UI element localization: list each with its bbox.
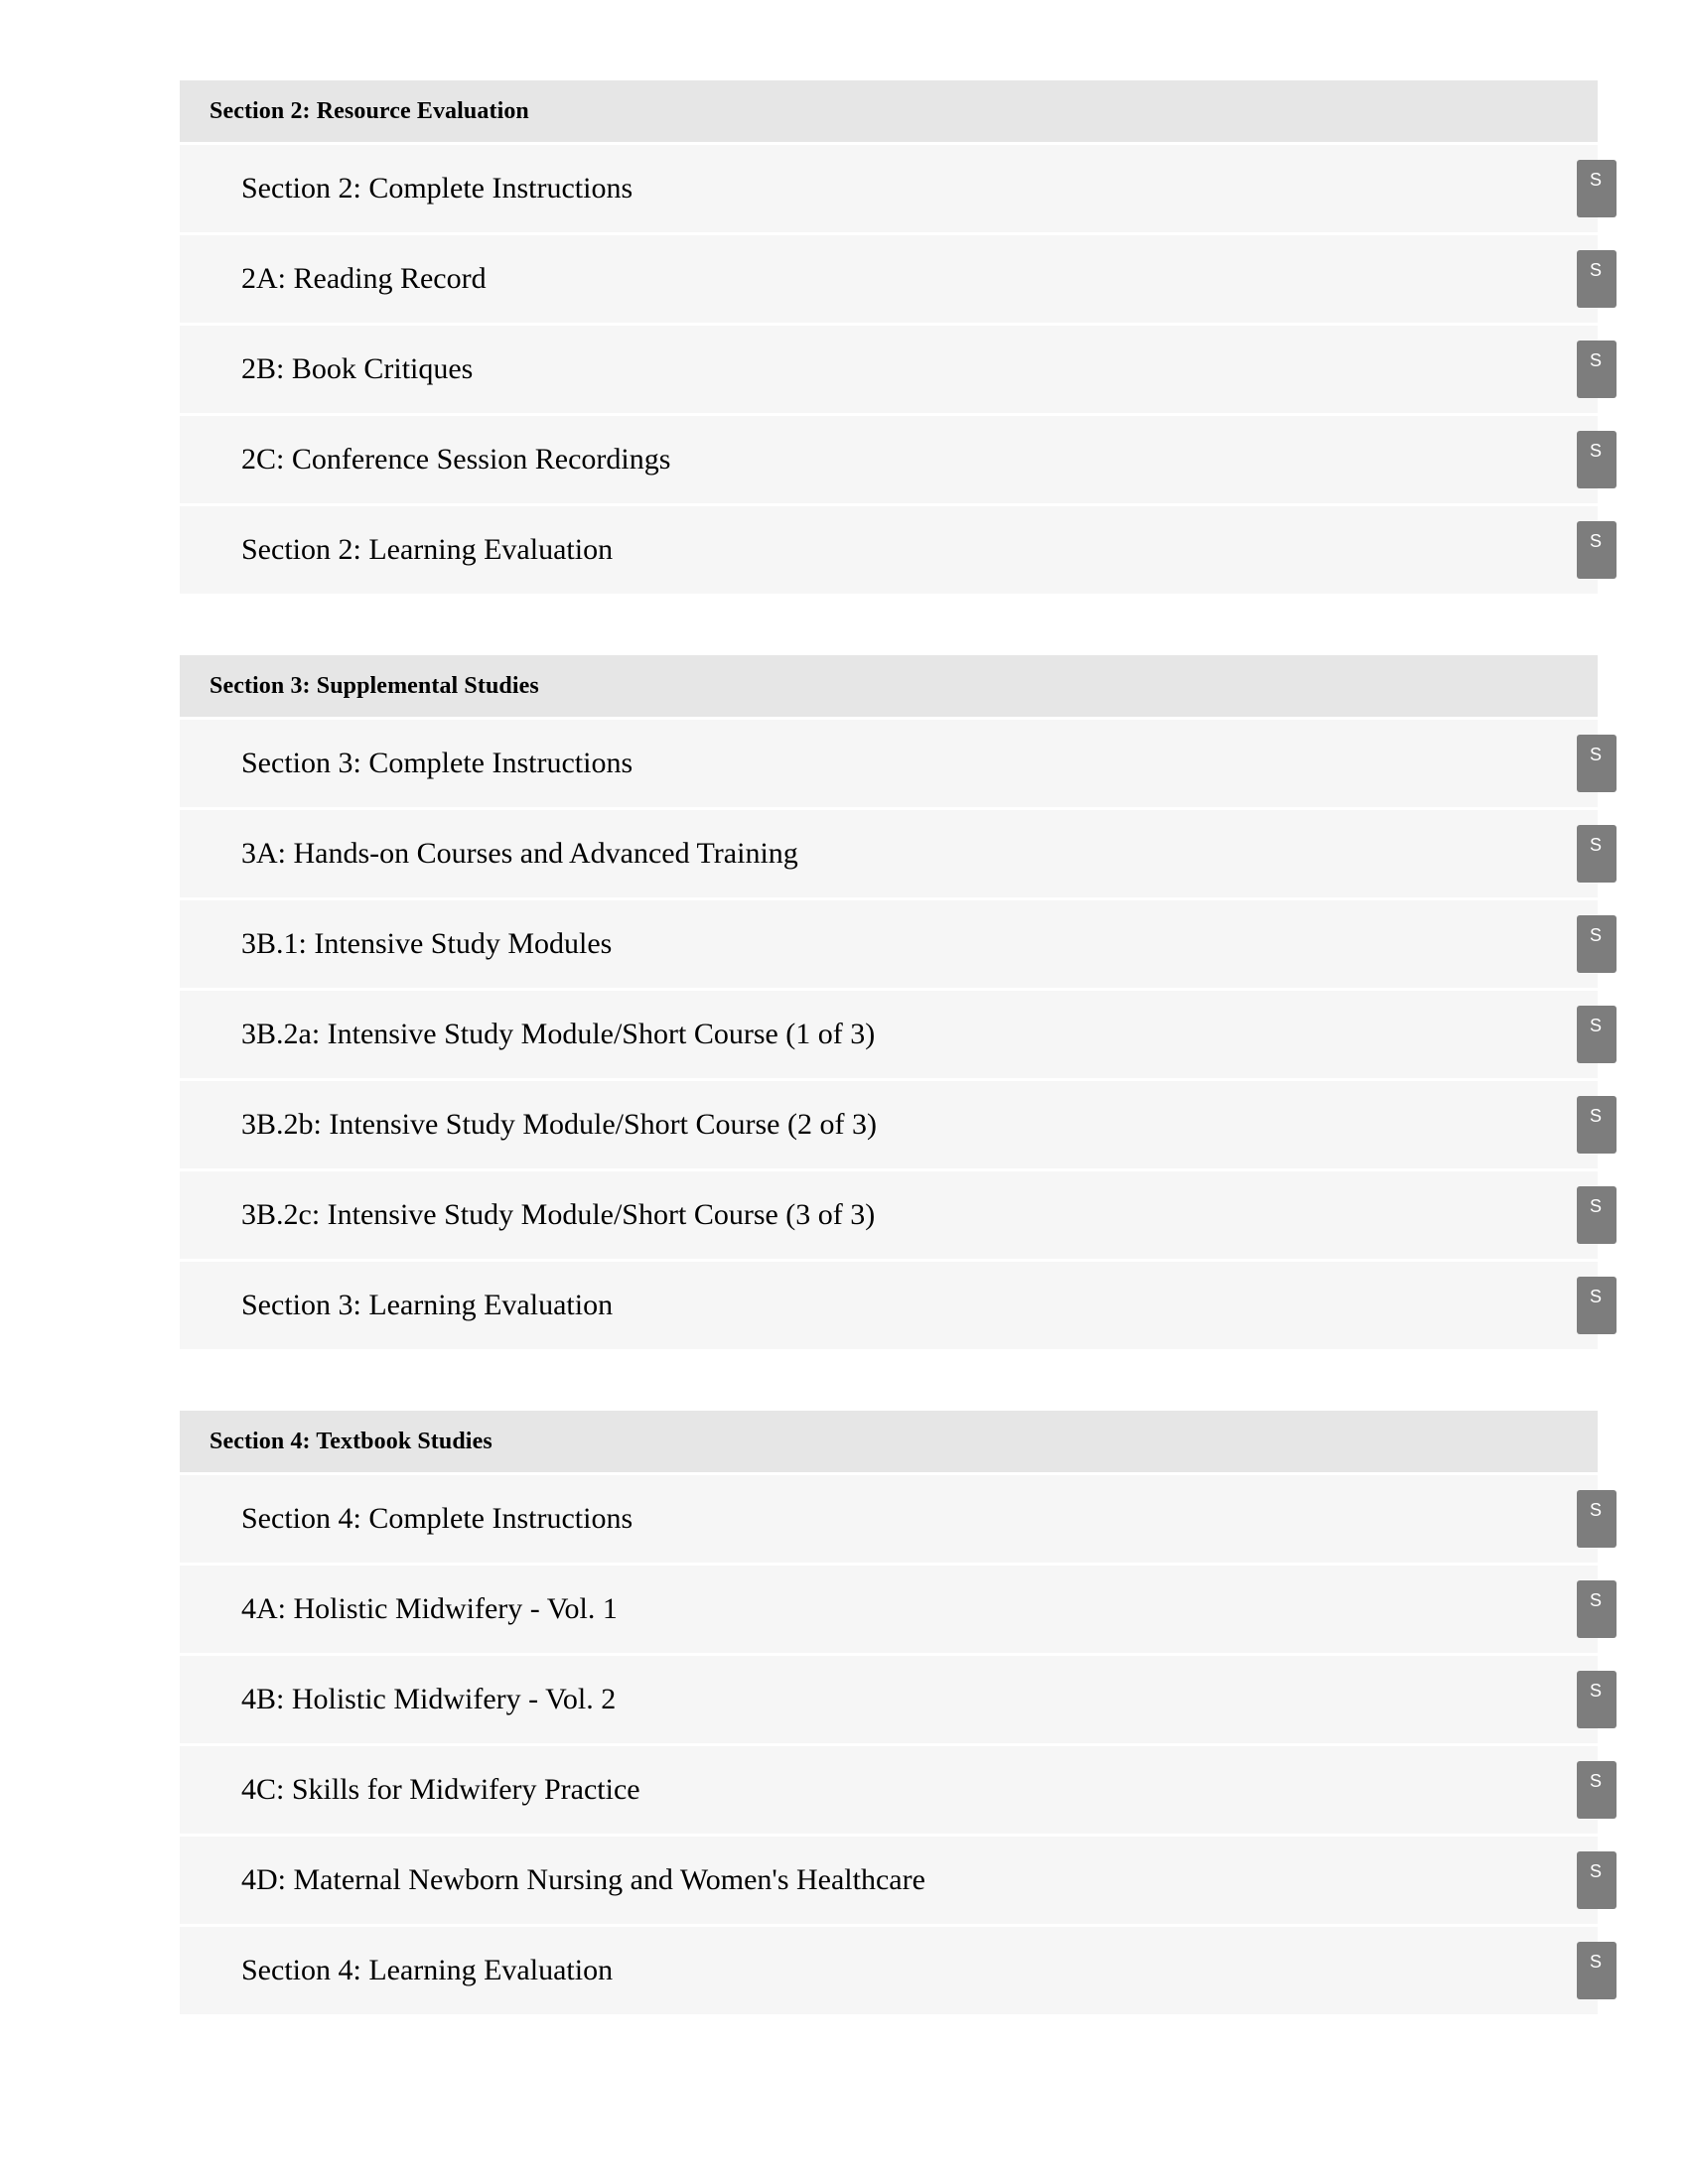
list-item[interactable] (180, 1563, 1603, 1653)
course-sections (180, 80, 1603, 2076)
section-resource-evaluation (180, 80, 1603, 594)
start-button[interactable]: S (1577, 1186, 1617, 1244)
list-item[interactable] (180, 1743, 1603, 1834)
item-label: Section 3: Learning Evaluation (241, 1289, 614, 1321)
list-item[interactable] (180, 1472, 1603, 1563)
list-item[interactable] (180, 1259, 1603, 1349)
list-item[interactable] (180, 232, 1603, 323)
start-button[interactable]: S (1577, 1671, 1617, 1728)
start-button[interactable]: S (1577, 431, 1617, 488)
item-label: Section 2: Complete Instructions (241, 172, 633, 205)
section-header: Section 2: Resource Evaluation (180, 80, 1598, 142)
start-button[interactable]: S (1577, 915, 1617, 973)
list-item[interactable] (180, 717, 1603, 807)
item-label: 3B.2a: Intensive Study Module/Short Course (1 of 3) (241, 1018, 876, 1050)
item-label: 4B: Holistic Midwifery - Vol. 2 (241, 1683, 617, 1715)
list-item[interactable] (180, 897, 1603, 988)
item-label: 2B: Book Critiques (241, 352, 474, 385)
item-label: Section 4: Complete Instructions (241, 1502, 633, 1535)
start-button[interactable]: S (1577, 1580, 1617, 1638)
item-label: 4A: Holistic Midwifery - Vol. 1 (241, 1592, 618, 1625)
item-label: 4D: Maternal Newborn Nursing and Women's Healthcare (241, 1863, 925, 1896)
start-button[interactable]: S (1577, 341, 1617, 398)
start-button[interactable]: S (1577, 1942, 1617, 1999)
start-button[interactable]: S (1577, 1761, 1617, 1819)
item-label: Section 4: Learning Evaluation (241, 1954, 614, 1986)
item-label: 3B.2c: Intensive Study Module/Short Course (3 of 3) (241, 1198, 876, 1231)
item-label: 3A: Hands-on Courses and Advanced Training (241, 837, 798, 870)
start-button[interactable]: S (1577, 250, 1617, 308)
list-item[interactable] (180, 413, 1603, 503)
item-label: 3B.1: Intensive Study Modules (241, 927, 613, 960)
start-button[interactable]: S (1577, 825, 1617, 883)
list-item[interactable] (180, 807, 1603, 897)
start-button[interactable]: S (1577, 1277, 1617, 1334)
section-supplemental-studies (180, 655, 1603, 1349)
item-label: Section 2: Learning Evaluation (241, 533, 614, 566)
item-label: 3B.2b: Intensive Study Module/Short Course (2 of 3) (241, 1108, 877, 1141)
list-item[interactable] (180, 503, 1603, 594)
item-label: Section 3: Complete Instructions (241, 747, 633, 779)
start-button[interactable]: S (1577, 521, 1617, 579)
start-button[interactable]: S (1577, 1006, 1617, 1063)
list-item[interactable] (180, 1078, 1603, 1168)
item-label: 2A: Reading Record (241, 262, 487, 295)
item-label: 4C: Skills for Midwifery Practice (241, 1773, 640, 1806)
section-header: Section 3: Supplemental Studies (180, 655, 1598, 717)
start-button[interactable]: S (1577, 1851, 1617, 1909)
start-button[interactable]: S (1577, 1490, 1617, 1548)
list-item[interactable] (180, 1168, 1603, 1259)
section-header: Section 4: Textbook Studies (180, 1411, 1598, 1472)
list-item[interactable] (180, 1653, 1603, 1743)
start-button[interactable]: S (1577, 1096, 1617, 1154)
list-item[interactable] (180, 1924, 1603, 2014)
start-button[interactable]: S (1577, 160, 1617, 217)
item-label: 2C: Conference Session Recordings (241, 443, 671, 476)
list-item[interactable] (180, 323, 1603, 413)
list-item[interactable] (180, 988, 1603, 1078)
list-item[interactable] (180, 1834, 1603, 1924)
section-textbook-studies (180, 1411, 1603, 2014)
list-item[interactable] (180, 142, 1603, 232)
start-button[interactable]: S (1577, 735, 1617, 792)
